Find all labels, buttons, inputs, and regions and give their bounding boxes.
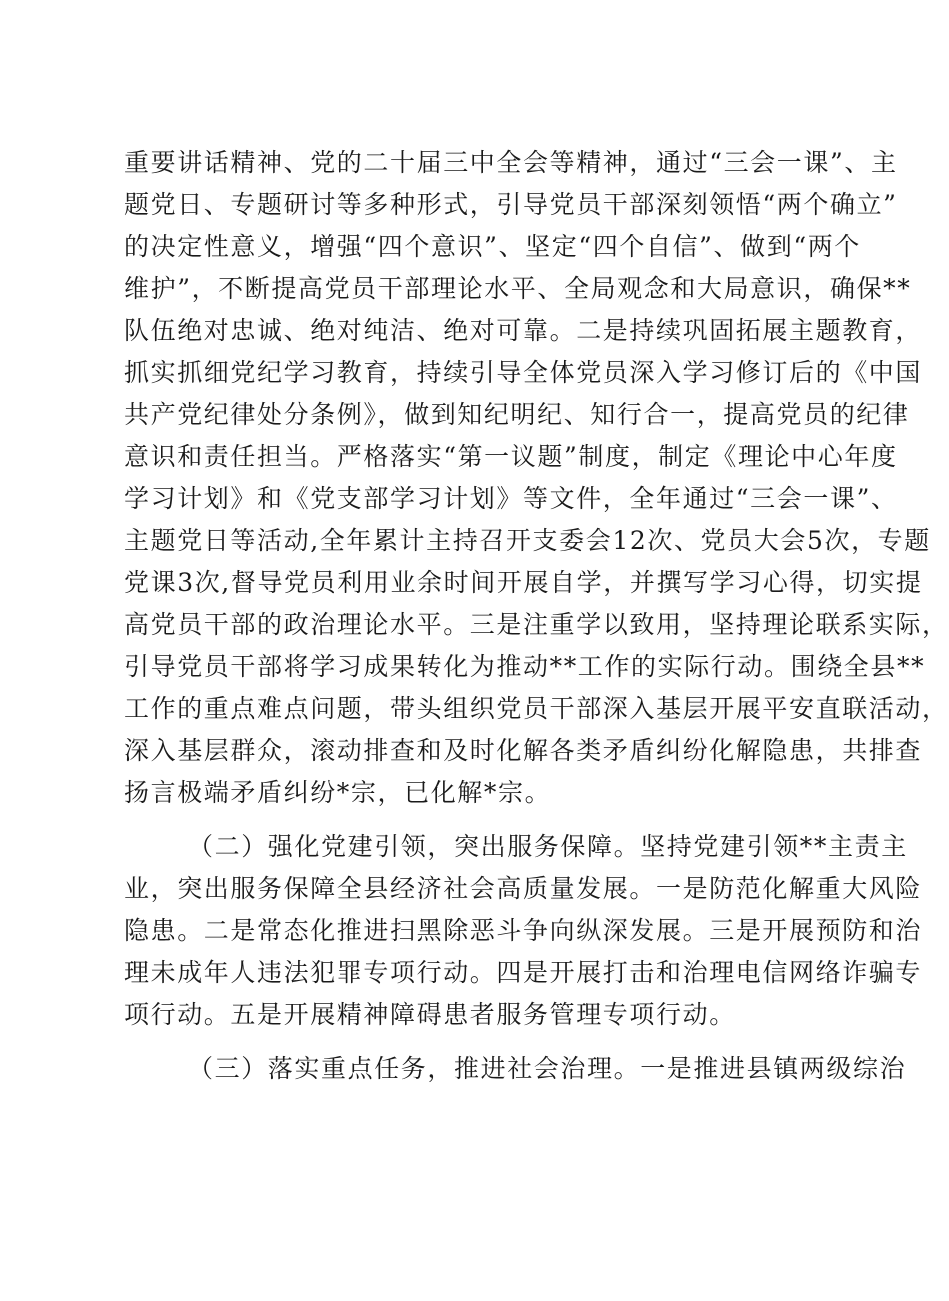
text-line: 的决定性意义，增强“四个意识”、坚定“四个自信”、做到“两个 bbox=[124, 232, 861, 261]
text-line: 工作的重点难点问题，带头组织党员干部深入基层开展平安直联活动， bbox=[124, 694, 949, 723]
text-line: 题党日、专题研讨等多种形式，引导党员干部深刻领悟“两个确立” bbox=[124, 190, 898, 219]
text-line: 主题党日等活动,全年累计主持召开支委会12次、党员大会5次，专题 bbox=[124, 526, 931, 555]
paragraph-work-review bbox=[124, 142, 949, 814]
paragraph-social-governance bbox=[124, 1048, 907, 1090]
paragraph-party-building bbox=[124, 826, 923, 1036]
text-line: 重要讲话精神、党的二十届三中全会等精神，通过“三会一课”、主 bbox=[124, 148, 898, 177]
text-line: 意识和责任担当。严格落实“第一议题”制度，制定《理论中心年度 bbox=[124, 442, 898, 471]
text-line: 扬言极端矛盾纠纷*宗，已化解*宗。 bbox=[124, 778, 552, 807]
text-line: 隐患。二是常态化推进扫黑除恶斗争向纵深发展。三是开展预防和治 bbox=[124, 916, 923, 945]
text-line: 高党员干部的政治理论水平。三是注重学以致用，坚持理论联系实际， bbox=[124, 610, 949, 639]
section-heading-line: （二）强化党建引领，突出服务保障。坚持党建引领**主责主 bbox=[188, 832, 908, 861]
text-line: 项行动。五是开展精神障碍患者服务管理专项行动。 bbox=[124, 1000, 736, 1029]
text-line: 队伍绝对忠诚、绝对纯洁、绝对可靠。二是持续巩固拓展主题教育， bbox=[124, 316, 923, 345]
document-body bbox=[124, 142, 949, 1090]
text-line: 深入基层群众，滚动排查和及时化解各类矛盾纠纷化解隐患，共排查 bbox=[124, 736, 923, 765]
paragraph-spacer bbox=[124, 1036, 804, 1048]
text-line: 抓实抓细党纪学习教育，持续引导全体党员深入学习修订后的《中国 bbox=[124, 358, 923, 387]
section-heading-line: （三）落实重点任务，推进社会治理。一是推进县镇两级综治 bbox=[188, 1054, 907, 1083]
text-line: 理未成年人违法犯罪专项行动。四是开展打击和治理电信网络诈骗专 bbox=[124, 958, 923, 987]
text-line: 维护”，不断提高党员干部理论水平、全局观念和大局意识，确保** bbox=[124, 274, 912, 303]
text-line: 党课3次,督导党员利用业余时间开展自学，并撰写学习心得，切实提 bbox=[124, 568, 923, 597]
text-line: 引导党员干部将学习成果转化为推动**工作的实际行动。围绕全县** bbox=[124, 652, 926, 681]
paragraph-spacer bbox=[124, 814, 804, 826]
text-line: 业，突出服务保障全县经济社会高质量发展。一是防范化解重大风险 bbox=[124, 874, 923, 903]
text-line: 共产党纪律处分条例》，做到知纪明纪、知行合一，提高党员的纪律 bbox=[124, 400, 910, 429]
text-line: 学习计划》和《党支部学习计划》等文件，全年通过“三会一课”、 bbox=[124, 484, 898, 513]
